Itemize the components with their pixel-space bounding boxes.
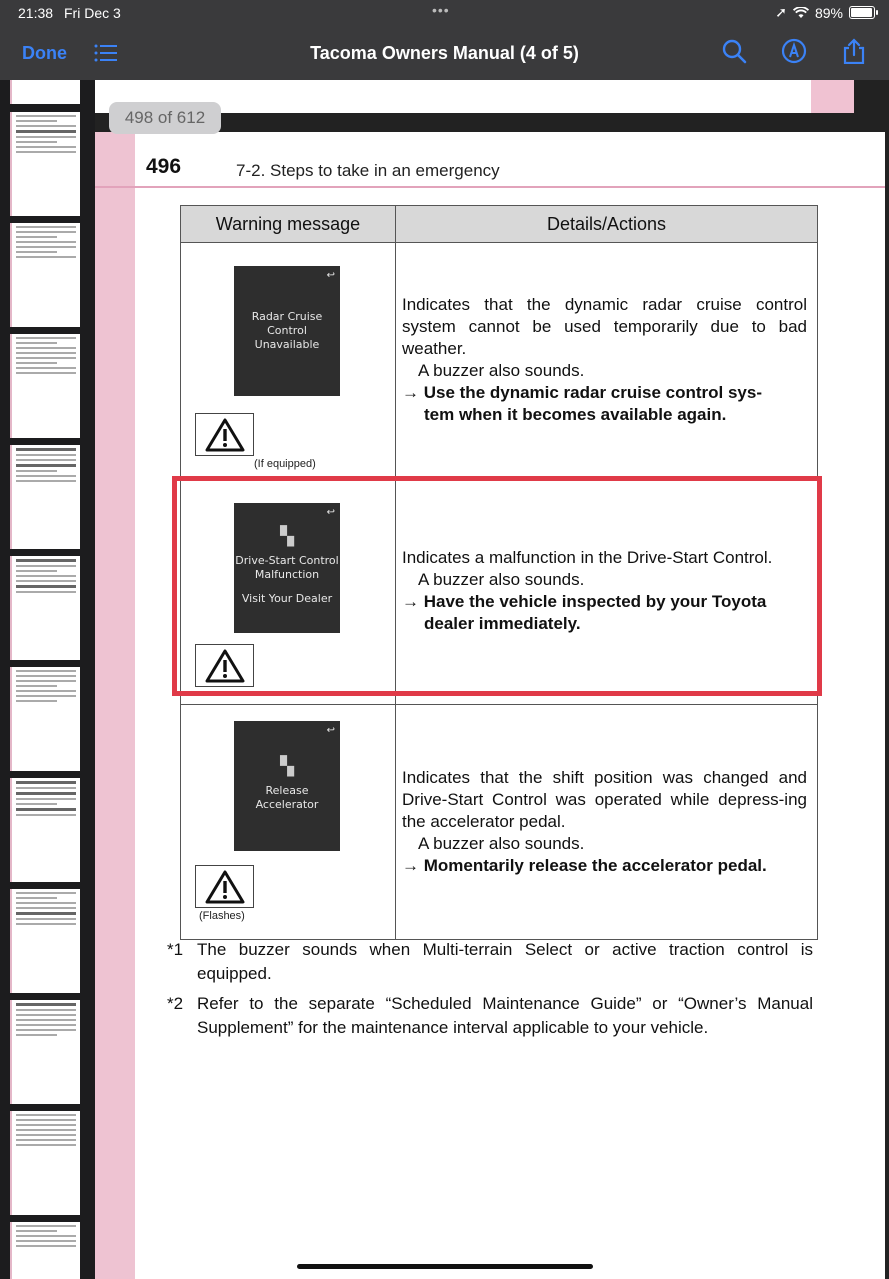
warning-triangle-icon xyxy=(195,413,254,456)
status-time: 21:38 xyxy=(18,5,54,21)
details-cell xyxy=(396,705,818,940)
page-number: 496 xyxy=(146,155,182,178)
done-button[interactable]: Done xyxy=(22,43,67,63)
home-indicator[interactable] xyxy=(297,1264,593,1269)
description: Indicates a malfunction in the Drive-Start Control. xyxy=(402,548,773,567)
search-icon[interactable] xyxy=(721,38,747,64)
warning-cell xyxy=(181,243,396,478)
arrow-icon: → xyxy=(402,383,424,402)
description: Indicates that the dynamic radar cruise control system cannot be used temporarily due to bad weather. xyxy=(402,295,807,358)
page-thumbnail[interactable] xyxy=(10,1222,80,1279)
highlight-annotation-box xyxy=(172,476,822,696)
description: Indicates that the shift position was changed and Drive-Start Control was operated while depress-ing the accelerator pedal. xyxy=(402,768,807,831)
buzzer-note: A buzzer also sounds. xyxy=(418,570,585,589)
page-thumbnail[interactable] xyxy=(10,334,80,438)
column-header: Warning message xyxy=(181,206,396,243)
page-thumbnail[interactable] xyxy=(10,778,80,882)
footnote xyxy=(167,938,813,986)
location-icon: ➚ xyxy=(775,4,787,20)
arrow-icon: → xyxy=(402,592,424,611)
arrow-icon: → xyxy=(402,856,424,875)
screen-text: Visit Your Dealer xyxy=(241,592,333,605)
screen-text: Release Accelerator xyxy=(255,784,319,811)
screen-text: Unavailable xyxy=(254,338,320,351)
page-thumbnail[interactable] xyxy=(10,667,80,771)
wifi-icon xyxy=(793,7,809,19)
page-thumbnails-sidebar[interactable] xyxy=(0,80,95,1279)
footnote xyxy=(167,992,813,1040)
page-thumbnail[interactable] xyxy=(10,80,80,104)
status-date: Fri Dec 3 xyxy=(64,5,121,21)
details-cell xyxy=(396,243,818,478)
battery-icon xyxy=(849,6,875,19)
document-title: Tacoma Owners Manual (4 of 5) xyxy=(310,43,579,63)
return-icon: ↩ xyxy=(326,725,335,736)
page-indicator: 498 of 612 xyxy=(109,102,221,134)
column-header: Details/Actions xyxy=(396,206,818,243)
markup-icon[interactable] xyxy=(781,38,807,64)
top-bar xyxy=(0,0,889,80)
buzzer-note: A buzzer also sounds. xyxy=(418,834,585,853)
return-icon: ↩ xyxy=(326,270,335,281)
table-header-row xyxy=(181,206,818,243)
table-row xyxy=(181,243,818,478)
warning-cell xyxy=(181,705,396,940)
warning-triangle-icon xyxy=(195,865,254,908)
footnote-text: The buzzer sounds when Multi-terrain Select or active traction control is equipped. xyxy=(197,940,813,983)
page-thumbnail[interactable] xyxy=(10,1000,80,1104)
display-screen xyxy=(234,266,340,396)
battery-level xyxy=(851,8,872,17)
equipment-note: (If equipped) xyxy=(254,458,316,470)
screen-text: Control xyxy=(267,324,307,337)
status-right xyxy=(775,4,875,21)
footnote-mark: *1 xyxy=(167,940,184,959)
screen-text: Drive-Start Control xyxy=(235,554,339,567)
screen-text: Malfunction xyxy=(254,568,320,581)
pedal-icon: ▚ xyxy=(280,526,294,547)
page-thumbnail[interactable] xyxy=(10,223,80,327)
action: Use the dynamic radar cruise control sys- xyxy=(423,383,762,402)
buzzer-note: A buzzer also sounds. xyxy=(418,361,585,380)
pedal-icon: ▚ xyxy=(280,756,294,777)
page-edge-tab xyxy=(811,80,854,113)
table-row xyxy=(181,705,818,940)
page-margin-band xyxy=(95,132,135,1279)
nav-actions xyxy=(721,38,867,64)
battery-percent: 89% xyxy=(814,4,843,21)
share-icon[interactable] xyxy=(841,38,867,64)
page-thumbnail[interactable] xyxy=(10,112,80,216)
footnote-text: Refer to the separate “Scheduled Maintenance Guide” or “Owner’s Manual Supplement” for the maintenance interval applicable to your vehicle. xyxy=(197,994,813,1037)
action: Have the vehicle inspected by your Toyota xyxy=(423,592,767,611)
return-icon: ↩ xyxy=(326,507,335,518)
screen-text: Radar Cruise xyxy=(251,310,323,323)
flashes-note: (Flashes) xyxy=(199,910,245,922)
header-rule xyxy=(95,186,885,188)
footnote-mark: *2 xyxy=(167,994,184,1013)
page-thumbnail[interactable] xyxy=(10,1111,80,1215)
section-heading: 7-2. Steps to take in an emergency xyxy=(236,161,500,180)
page-thumbnail[interactable] xyxy=(10,889,80,993)
page-thumbnail[interactable] xyxy=(10,445,80,549)
action-continued: dealer immediately. xyxy=(424,614,581,633)
display-screen xyxy=(234,721,340,851)
page-thumbnail[interactable] xyxy=(10,556,80,660)
action-continued: tem when it becomes available again. xyxy=(424,405,727,424)
multitasking-dots-icon[interactable]: ••• xyxy=(432,2,450,18)
action: Momentarily release the accelerator pedal. xyxy=(423,856,767,875)
